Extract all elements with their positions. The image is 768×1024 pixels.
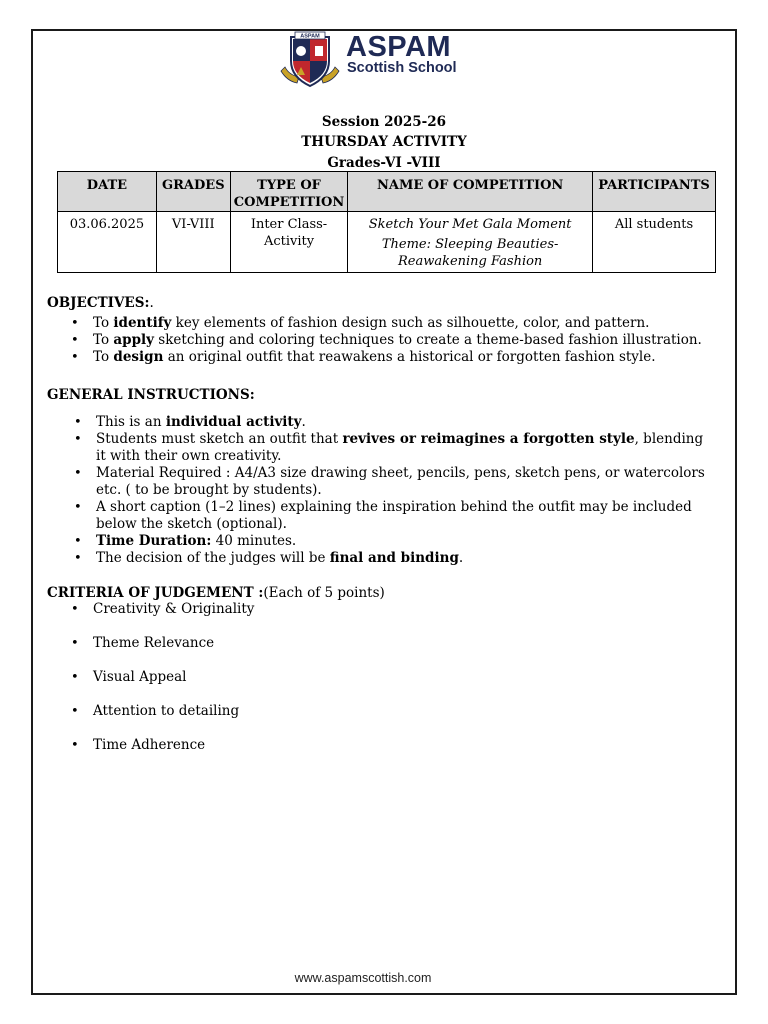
- criteria-item: • Visual Appeal: [71, 669, 187, 685]
- cell-participants: All students: [593, 212, 716, 273]
- bullet-icon: •: [71, 350, 79, 365]
- bullet-icon: •: [74, 534, 82, 549]
- bullet-icon: •: [71, 333, 79, 348]
- criteria-item: • Time Adherence: [71, 737, 206, 753]
- crest-text: ASPAM: [300, 33, 320, 40]
- header-participants: PARTICIPANTS: [593, 172, 716, 212]
- bullet-icon: •: [71, 636, 79, 651]
- instructions-list: [74, 414, 716, 567]
- header-type: TYPE OF COMPETITION: [230, 172, 347, 212]
- bullet-icon: •: [71, 704, 79, 719]
- header-date: DATE: [58, 172, 157, 212]
- objectives-list: [71, 315, 713, 366]
- cell-type: Inter Class-Activity: [230, 212, 347, 273]
- bullet-icon: •: [74, 500, 82, 515]
- bullet-icon: •: [71, 316, 79, 331]
- criteria-list: [71, 601, 693, 771]
- header-grades: GRADES: [156, 172, 230, 212]
- objective-item: • To apply sketching and coloring techniques to create a theme-based fashion illustration.: [71, 332, 702, 348]
- instruction-item: • Students must sketch an outfit that revives or reimagines a forgotten style, blending it with their own creativity.: [74, 431, 704, 464]
- bullet-icon: •: [71, 670, 79, 685]
- bullet-icon: •: [71, 738, 79, 753]
- grades-heading: Grades-VI -VIII: [327, 155, 441, 171]
- instruction-item: • The decision of the judges will be final and binding.: [74, 550, 464, 566]
- bullet-icon: •: [71, 602, 79, 617]
- cell-grades: VI-VIII: [156, 212, 230, 273]
- instruction-item: • Time Duration: 40 minutes.: [74, 533, 297, 549]
- table-row: [58, 212, 716, 273]
- school-subtitle: Scottish School: [347, 60, 457, 76]
- bullet-icon: •: [74, 432, 82, 447]
- competition-theme: Theme: Sleeping Beauties-Reawakening Fashion: [381, 237, 559, 269]
- school-crest-icon: [279, 31, 341, 89]
- instruction-item: • A short caption (1–2 lines) explaining the inspiration behind the outfit may be included below the sketch (optional).: [74, 499, 692, 532]
- cell-competition-name: [348, 212, 593, 273]
- objective-item: • To design an original outfit that reawakens a historical or forgotten fashion style.: [71, 349, 656, 365]
- objectives-title: OBJECTIVES:.: [47, 295, 154, 311]
- bullet-icon: •: [74, 551, 82, 566]
- competition-table: [57, 171, 716, 273]
- school-logo: [279, 31, 469, 91]
- competition-title: Sketch Your Met Gala Moment: [368, 217, 572, 232]
- objective-item: • To identify key elements of fashion design such as silhouette, color, and pattern.: [71, 315, 650, 331]
- cell-date: 03.06.2025: [58, 212, 157, 273]
- table-header-row: [58, 172, 716, 212]
- bullet-icon: •: [74, 415, 82, 430]
- website-footer: www.aspamscottish.com: [294, 971, 432, 985]
- bullet-icon: •: [74, 466, 82, 481]
- activity-heading: THURSDAY ACTIVITY: [301, 134, 467, 150]
- school-name: ASPAM: [346, 31, 452, 63]
- criteria-item: • Creativity & Originality: [71, 601, 255, 617]
- session-heading: Session 2025-26: [321, 114, 447, 130]
- criteria-item: • Attention to detailing: [71, 703, 240, 719]
- header-name: NAME OF COMPETITION: [348, 172, 593, 212]
- instruction-item: • Material Required : A4/A3 size drawing sheet, pencils, pens, sketch pens, or watercolors etc. ( to be brought by students).: [74, 465, 705, 498]
- instruction-item: • This is an individual activity.: [74, 414, 306, 430]
- criteria-title: CRITERIA OF JUDGEMENT :(Each of 5 points): [47, 585, 385, 601]
- criteria-item: • Theme Relevance: [71, 635, 215, 651]
- instructions-title: GENERAL INSTRUCTIONS:: [47, 387, 255, 403]
